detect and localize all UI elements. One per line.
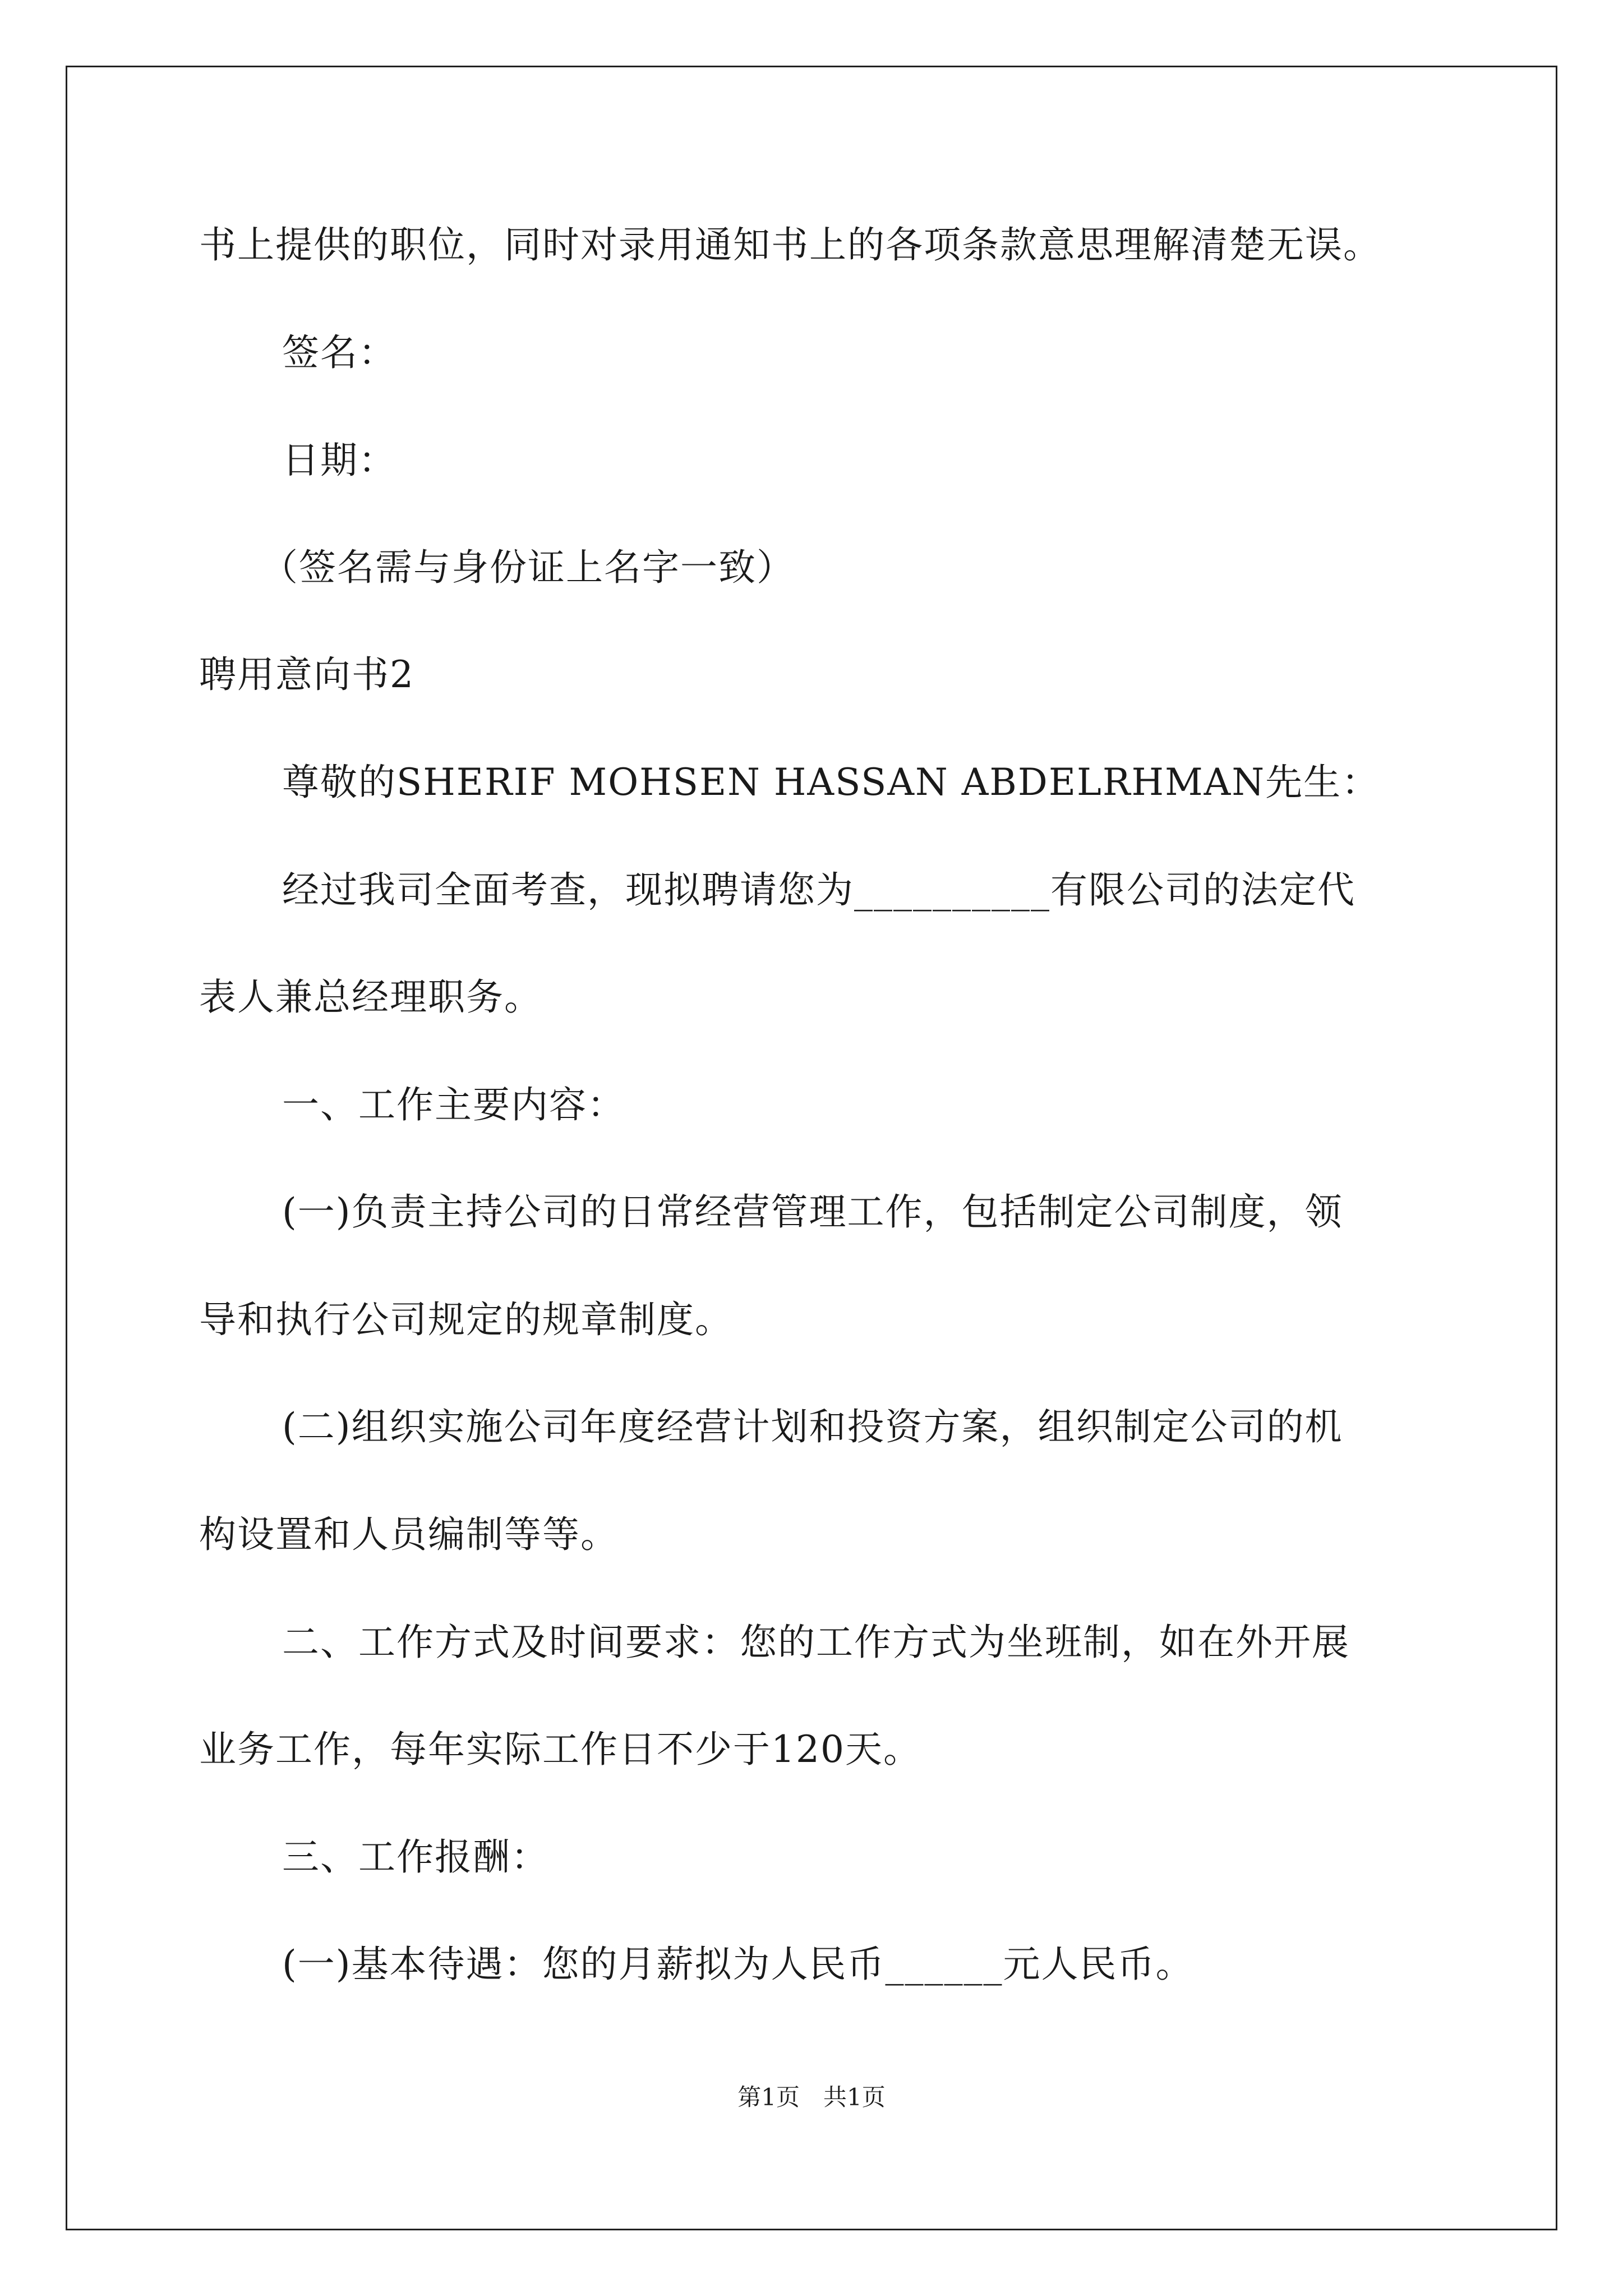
document-heading: 聘用意向书2 — [199, 653, 414, 696]
signature-note: （签名需与身份证上名字一致） — [261, 546, 795, 589]
paragraph-line: (一)负责主持公司的日常经营管理工作，包括制定公司制度，领 — [282, 1190, 1343, 1234]
page-border — [66, 66, 1557, 2230]
page-number: 第1页 共1页 — [737, 2083, 886, 2111]
section-heading: 三、工作报酬： — [282, 1835, 549, 1879]
section-heading: 二、工作方式及时间要求：您的工作方式为坐班制，如在外开展 — [282, 1621, 1350, 1664]
signature-label: 签名： — [282, 331, 396, 374]
paragraph-line: (一)基本待遇：您的月薪拟为人民币______元人民币。 — [282, 1943, 1194, 1986]
paragraph-line: (二)组织实施公司年度经营计划和投资方案，组织制定公司的机 — [282, 1405, 1343, 1448]
paragraph-line: 构设置和人员编制等等。 — [199, 1513, 619, 1556]
paragraph-line: 表人兼总经理职务。 — [199, 976, 542, 1019]
paragraph-line: 业务工作，每年实际工作日不少于120天。 — [199, 1728, 921, 1771]
paragraph-line: 导和执行公司规定的规章制度。 — [199, 1298, 733, 1341]
section-heading: 一、工作主要内容： — [282, 1083, 625, 1126]
date-label: 日期： — [282, 439, 396, 482]
paragraph-line: 经过我司全面考查，现拟聘请您为__________有限公司的法定代 — [282, 868, 1355, 912]
salutation: 尊敬的SHERIF MOHSEN HASSAN ABDELRHMAN先生： — [282, 761, 1380, 804]
paragraph-line: 书上提供的职位，同时对录用通知书上的各项条款意思理解清楚无误。 — [199, 223, 1381, 266]
